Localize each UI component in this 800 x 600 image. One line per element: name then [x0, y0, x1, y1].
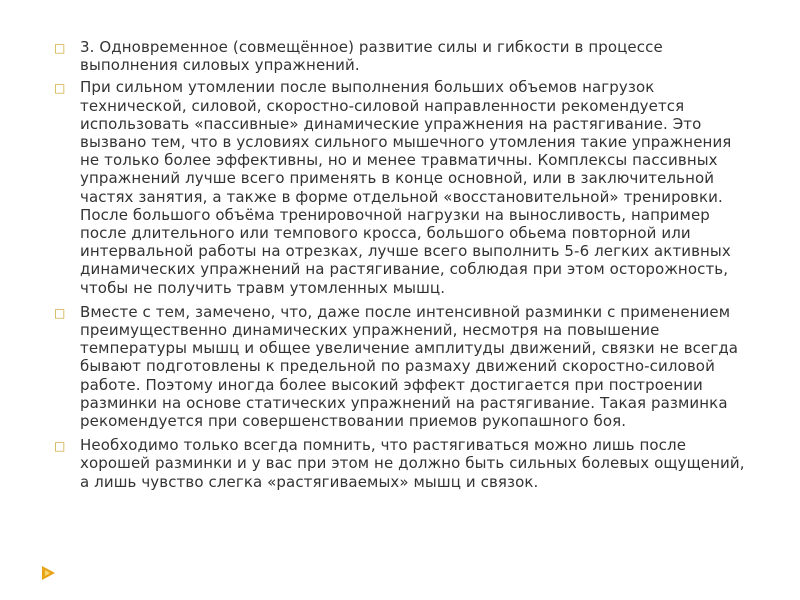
paragraph-text: 3. Одновременное (совмещённое) развитие силы и гибкости в процессе выполнения силовых упражнений.: [80, 38, 663, 75]
slide-content: [54, 38, 754, 491]
hollow-square-bullet-icon: □: [54, 41, 66, 55]
hollow-square-bullet-icon: □: [54, 439, 66, 454]
paragraph-2: [54, 78, 754, 296]
hollow-square-bullet-icon: □: [54, 81, 66, 96]
paragraph-text: Необходимо только всегда помнить, что растягиваться можно лишь после хорошей разминки и у вас при этом не должно быть сильных болевых ощущений, а лишь чувство слегка «растягиваемых» мышц и связок.: [80, 436, 745, 491]
paragraph-1: [54, 38, 754, 74]
paragraph-3: [54, 303, 754, 430]
triangle-arrow-logo-icon: [40, 565, 56, 581]
paragraph-text: Вместе с тем, замечено, что, даже после интенсивной разминки с применением преимущественно динамических упражнений, несмотря на повышение температуры мышц и общее увеличение амплитуды движений, связки не всегда бывают подготовлены к предельной по размаху движений скоростно-силовой работе. Поэтому иногда более высокий эффект достигается при построении разминки на основе статических упражнений на растягивание. Такая разминка рекомендуется при совершенствовании приемов рукопашного боя.: [80, 302, 739, 431]
paragraph-text: При сильном утомлении после выполнения больших объемов нагрузок технической, силовой, скоростно-силовой направленности рекомендуется использовать «пассивные» динамические упражнения на растягивание. Это вызвано тем, что в условиях сильного мышечного утомления такие упражнения не только более эффективны, но и менее травматичны. Комплексы пассивных упражнений лучше всего применять в конце основной, или в заключительной частях занятия, а также в форме отдельной «восстановительной» тренировки. После большого объёма тренировочной нагрузки на выносливость, например после длительного или темпового кросса, большого обьема повторной или интервальной работы на отрезках, лучше всего выполнить 5-6 легких активных динамических упражнений на растягивание, соблюдая при этом осторожность, чтобы не получить травм утомленных мышц.: [80, 78, 732, 297]
paragraph-4: [54, 436, 754, 491]
hollow-square-bullet-icon: □: [54, 305, 66, 320]
